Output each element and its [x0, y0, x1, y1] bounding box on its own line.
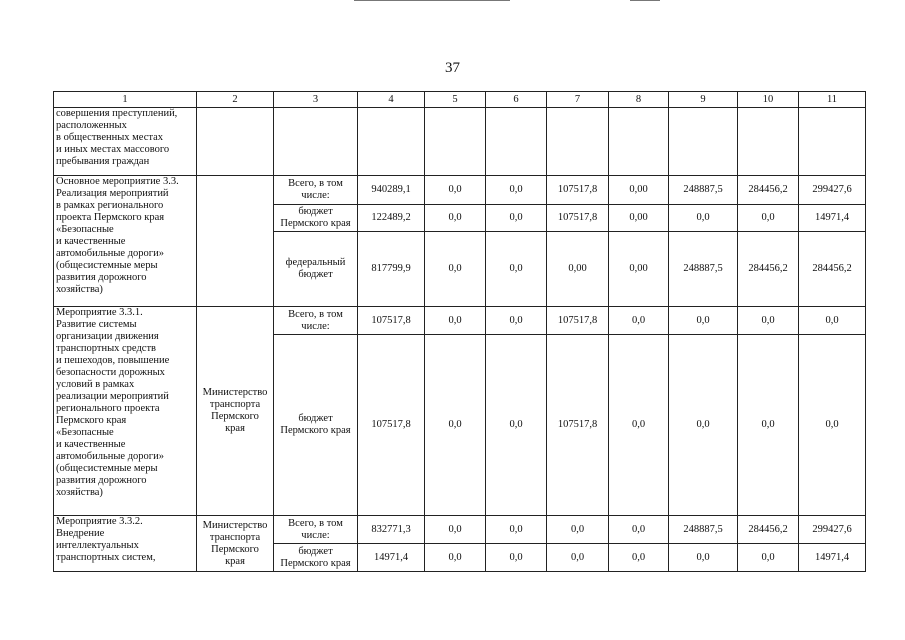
value-cell: 0,0 — [609, 307, 669, 335]
funding-source-cell: Всего, в том числе: — [274, 516, 358, 544]
value-cell: 107517,8 — [547, 335, 609, 516]
empty-cell — [738, 108, 799, 176]
value-cell: 0,0 — [547, 544, 609, 572]
value-cell: 0,0 — [609, 544, 669, 572]
column-header: 11 — [799, 92, 866, 108]
value-cell: 248887,5 — [669, 516, 738, 544]
value-cell: 284456,2 — [738, 516, 799, 544]
value-cell: 0,0 — [738, 205, 799, 232]
value-cell: 0,0 — [609, 516, 669, 544]
scan-artifact-line — [354, 0, 510, 1]
value-cell: 0,0 — [609, 335, 669, 516]
value-cell: 14971,4 — [799, 544, 866, 572]
value-cell: 940289,1 — [358, 176, 425, 205]
value-cell: 0,0 — [425, 205, 486, 232]
scan-artifact-line — [630, 0, 660, 1]
funding-source-cell: бюджет Пермского края — [274, 335, 358, 516]
value-cell: 0,0 — [669, 307, 738, 335]
value-cell: 0,00 — [609, 176, 669, 205]
value-cell: 0,0 — [799, 307, 866, 335]
table-row — [54, 516, 866, 544]
value-cell: 299427,6 — [799, 176, 866, 205]
value-cell: 0,00 — [609, 205, 669, 232]
activity-cell: совершения преступлений, расположенных в общественных местах и иных местах массового пребывания граждан — [54, 108, 197, 176]
empty-cell — [609, 108, 669, 176]
value-cell: 0,0 — [669, 205, 738, 232]
value-cell: 0,0 — [486, 232, 547, 307]
value-cell: 284456,2 — [799, 232, 866, 307]
funding-source-cell: Всего, в том числе: — [274, 176, 358, 205]
activity-cell: Мероприятие 3.3.2. Внедрение интеллектуальных транспортных систем, — [54, 516, 197, 572]
value-cell: 0,0 — [486, 335, 547, 516]
value-cell: 122489,2 — [358, 205, 425, 232]
funding-source-cell: Всего, в том числе: — [274, 307, 358, 335]
funding-source-cell: бюджет Пермского края — [274, 544, 358, 572]
value-cell: 0,0 — [669, 544, 738, 572]
value-cell: 107517,8 — [547, 176, 609, 205]
empty-cell — [799, 108, 866, 176]
table-row — [54, 176, 866, 205]
value-cell: 0,0 — [486, 544, 547, 572]
program-table — [53, 91, 866, 572]
empty-cell — [197, 108, 274, 176]
column-header: 3 — [274, 92, 358, 108]
value-cell: 0,0 — [486, 516, 547, 544]
value-cell: 0,0 — [486, 205, 547, 232]
value-cell: 0,0 — [799, 335, 866, 516]
column-header: 9 — [669, 92, 738, 108]
table-row — [54, 307, 866, 335]
value-cell: 107517,8 — [358, 335, 425, 516]
value-cell: 14971,4 — [799, 205, 866, 232]
column-header: 5 — [425, 92, 486, 108]
value-cell: 832771,3 — [358, 516, 425, 544]
value-cell: 107517,8 — [547, 205, 609, 232]
value-cell: 284456,2 — [738, 176, 799, 205]
value-cell: 0,0 — [738, 307, 799, 335]
value-cell: 0,0 — [486, 307, 547, 335]
value-cell: 0,0 — [547, 516, 609, 544]
empty-cell — [274, 108, 358, 176]
empty-cell — [547, 108, 609, 176]
activity-cell: Основное мероприятие 3.3. Реализация мероприятий в рамках регионального проекта Пермского края «Безопасные и качественные автомобильные дороги» (общесистемные меры развития дорожного хозяйства) — [54, 176, 197, 307]
column-header: 6 — [486, 92, 547, 108]
executor-cell — [197, 176, 274, 307]
table-row — [54, 108, 866, 176]
value-cell: 14971,4 — [358, 544, 425, 572]
executor-cell: Министерство транспорта Пермского края — [197, 307, 274, 516]
column-header: 2 — [197, 92, 274, 108]
funding-source-cell: федеральный бюджет — [274, 232, 358, 307]
page-number: 37 — [445, 60, 460, 76]
value-cell: 107517,8 — [358, 307, 425, 335]
value-cell: 0,0 — [425, 516, 486, 544]
value-cell: 0,0 — [425, 307, 486, 335]
value-cell: 0,00 — [609, 232, 669, 307]
funding-source-cell: бюджет Пермского края — [274, 205, 358, 232]
value-cell: 0,0 — [669, 335, 738, 516]
value-cell: 0,0 — [425, 544, 486, 572]
value-cell: 0,0 — [738, 544, 799, 572]
value-cell: 248887,5 — [669, 232, 738, 307]
value-cell: 0,0 — [425, 335, 486, 516]
value-cell: 817799,9 — [358, 232, 425, 307]
empty-cell — [358, 108, 425, 176]
value-cell: 107517,8 — [547, 307, 609, 335]
value-cell: 284456,2 — [738, 232, 799, 307]
value-cell: 0,0 — [738, 335, 799, 516]
value-cell: 0,0 — [425, 232, 486, 307]
activity-cell: Мероприятие 3.3.1. Развитие системы организации движения транспортных средств и пешеходов, повышение безопасности дорожных условий в рамках реализации мероприятий регионального проекта Пермского края «Безопасные и качественные автомобильные дороги» (общесистемные меры развития дорожного хозяйства) — [54, 307, 197, 516]
column-header: 10 — [738, 92, 799, 108]
value-cell: 248887,5 — [669, 176, 738, 205]
empty-cell — [669, 108, 738, 176]
empty-cell — [486, 108, 547, 176]
executor-cell: Министерство транспорта Пермского края — [197, 516, 274, 572]
value-cell: 299427,6 — [799, 516, 866, 544]
header-row — [54, 92, 866, 108]
empty-cell — [425, 108, 486, 176]
value-cell: 0,00 — [547, 232, 609, 307]
column-header: 1 — [54, 92, 197, 108]
column-header: 7 — [547, 92, 609, 108]
column-header: 8 — [609, 92, 669, 108]
value-cell: 0,0 — [486, 176, 547, 205]
column-header: 4 — [358, 92, 425, 108]
value-cell: 0,0 — [425, 176, 486, 205]
